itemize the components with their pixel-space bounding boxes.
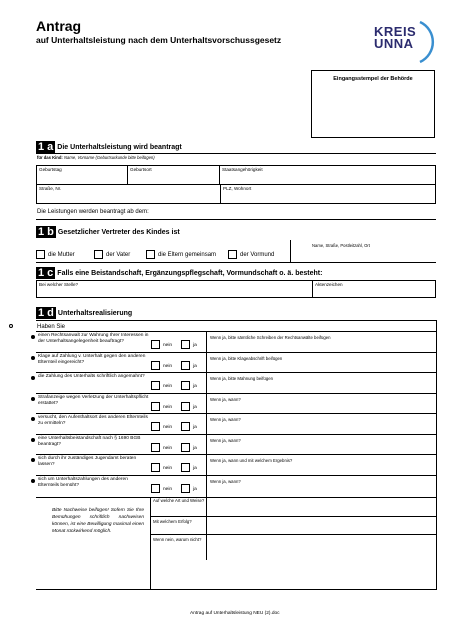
proof-note: Bitte Nachweise beifügen! Sofern Sie Ihre Bemühungen schriftlich nachweisen können, ist eine Bewilligung maximal einen Monat rückwirkend möglich. xyxy=(52,508,144,534)
punch-mark xyxy=(9,324,13,328)
question-note: Wenn ja, wann? xyxy=(210,396,241,402)
kreis-unna-logo xyxy=(372,18,442,66)
question-text: sich durch ihr zuständiges Jugendamt beraten lassen? xyxy=(38,456,137,467)
file-number-label: Aktenzeichen xyxy=(315,282,343,287)
logo-line-2: UNNA xyxy=(374,36,414,51)
section-1b-number: 1 b xyxy=(38,226,54,238)
bullet-icon xyxy=(31,479,35,483)
street-field[interactable] xyxy=(36,184,221,204)
option-mother-label: die Mutter xyxy=(48,252,75,258)
citizenship-field[interactable] xyxy=(219,165,436,185)
question-note-field[interactable] xyxy=(206,475,436,496)
bullet-icon xyxy=(31,438,35,442)
option-mother-checkbox[interactable] xyxy=(36,250,45,259)
form-title: Antrag xyxy=(36,18,82,34)
question-text: sich um Unterhaltszahlungen des anderen Elternteils bemüht? xyxy=(38,476,128,488)
answer-no-label: nein xyxy=(163,343,173,348)
birthdate-field[interactable] xyxy=(36,165,128,185)
section-1c-header xyxy=(36,267,322,279)
section-1a-header xyxy=(36,141,182,153)
bullet-icon xyxy=(31,458,35,462)
answer-yes-label: ja xyxy=(193,425,197,430)
answer-no-checkbox[interactable] xyxy=(151,361,160,370)
office-field[interactable] xyxy=(36,280,313,298)
answer-no-label: nein xyxy=(163,363,173,369)
question-note-field[interactable] xyxy=(206,352,436,373)
option-guardian-label: der Vormund xyxy=(240,252,275,258)
citizenship-label: Staatsangehörigkeit xyxy=(222,167,263,172)
answer-yes-checkbox[interactable] xyxy=(181,381,190,390)
answer-yes-label: ja xyxy=(193,404,197,410)
question-text: eine Unterhaltsbeistandschaft nach § 1690 BGB beantragt? xyxy=(38,435,141,447)
option-father-label: der Vater xyxy=(106,252,131,258)
answer-no-checkbox[interactable] xyxy=(151,463,160,472)
section-1b-title: Gesetzlicher Vertreter des Kindes ist xyxy=(57,228,180,236)
answer-no-checkbox[interactable] xyxy=(151,422,160,431)
answer-yes-checkbox[interactable] xyxy=(181,340,190,349)
answer-yes-checkbox[interactable] xyxy=(181,402,190,411)
section-1a-title: Die Unterhaltsleistung wird beantragt xyxy=(57,143,182,151)
stamp-label: Eingangsstempel der Behörde xyxy=(333,76,413,82)
question-note: Wenn ja, wann? xyxy=(210,478,241,484)
answer-yes-checkbox[interactable] xyxy=(181,484,190,493)
question-text: die Zahlung des Unterhalts schriftlich angemahnt? xyxy=(38,374,145,379)
bullet-icon xyxy=(31,397,35,401)
answer-yes-checkbox[interactable] xyxy=(181,463,190,472)
proof-note-box xyxy=(36,497,151,590)
question-text: Klage auf Zahlung v. Unterhalt gegen den anderen Elternteil eingereicht? xyxy=(38,353,146,365)
question-text: Strafanzeige wegen Verletzung der Unterhaltspflicht erstattet? xyxy=(38,394,149,406)
question-note: Wenn ja, wann? xyxy=(210,437,241,443)
question-note-field[interactable] xyxy=(206,372,436,393)
birthplace-field[interactable] xyxy=(127,165,220,185)
why-not-field[interactable] xyxy=(151,535,436,590)
answer-no-label: nein xyxy=(163,466,173,471)
representative-divider xyxy=(290,240,291,262)
logo-line-1: KREIS xyxy=(374,24,417,39)
question-note-field[interactable] xyxy=(206,434,436,455)
question-note-field[interactable] xyxy=(206,413,436,434)
why-not-label: Wenn nein, warum nicht? xyxy=(153,537,202,542)
how-field[interactable] xyxy=(151,497,436,517)
answer-yes-checkbox[interactable] xyxy=(181,361,190,370)
section-1d-number: 1 d xyxy=(38,307,54,319)
answer-yes-label: ja xyxy=(193,343,197,348)
question-note-field[interactable] xyxy=(206,331,436,352)
option-both-parents-label: die Eltern gemeinsam xyxy=(158,252,217,258)
question-note-field[interactable] xyxy=(206,454,436,475)
zip-city-label: PLZ, Wohnort xyxy=(223,186,252,191)
bullet-icon xyxy=(31,376,35,380)
answer-yes-checkbox[interactable] xyxy=(181,443,190,452)
office-label: Bei welcher Stelle? xyxy=(39,282,79,287)
answer-yes-label: ja xyxy=(193,445,197,451)
answer-no-label: nein xyxy=(163,486,173,492)
question-note: Wenn ja, wann? xyxy=(210,417,241,422)
bullet-icon xyxy=(31,335,35,339)
section-1b-header xyxy=(36,226,180,238)
file-number-field[interactable] xyxy=(312,280,436,298)
question-text: versucht, den Aufenthaltsort des anderen Elternteils zu ermitteln? xyxy=(38,415,148,426)
answer-yes-checkbox[interactable] xyxy=(181,422,190,431)
question-note-field[interactable] xyxy=(206,393,436,414)
bullet-icon xyxy=(31,417,35,421)
section-1d-rule xyxy=(36,320,436,321)
question-note: Wenn ja, wann und mit welchem Ergebnis? xyxy=(210,458,293,463)
stamp-box xyxy=(311,70,435,138)
how-label: Auf welche Art und Weise? xyxy=(153,498,205,503)
section-1a-number: 1 a xyxy=(38,141,54,153)
street-label: Straße, Nr. xyxy=(39,186,62,191)
have-you-label: Haben Sie xyxy=(37,324,66,330)
child-name-field[interactable] xyxy=(36,153,436,165)
form-subtitle: auf Unterhaltsleistung nach dem Unterhaltsvorschussgesetz xyxy=(36,35,282,45)
birthplace-label: Geburtsort xyxy=(130,167,152,172)
birthdate-label: Geburtstag xyxy=(39,167,62,172)
section-1c-title: Falls eine Beistandschaft, Ergänzungspflegschaft, Vormundschaft o. ä. besteht: xyxy=(57,269,323,277)
answer-no-checkbox[interactable] xyxy=(151,443,160,452)
question-note: Wenn ja, bitte Klageabschrift beifügen xyxy=(210,355,283,361)
answer-yes-label: ja xyxy=(193,486,197,492)
option-father-checkbox[interactable] xyxy=(94,250,103,259)
section-1c-number: 1 c xyxy=(38,267,54,279)
representative-address-label: Name, Straße, Postleitzahl, Ort xyxy=(312,243,370,248)
section-1d-header xyxy=(36,307,132,319)
footer-filename: Antrag auf Unterhaltsleistung NEU (2).doc xyxy=(190,611,280,616)
answer-no-label: nein xyxy=(163,404,173,410)
answer-no-label: nein xyxy=(163,425,173,430)
result-field[interactable] xyxy=(151,517,436,535)
answer-no-checkbox[interactable] xyxy=(151,484,160,493)
granted-from-label: Die Leistungen werden beantragt ab dem: xyxy=(37,209,149,215)
question-note: Wenn ja, bitte sämtliche Schreiben der Rechtsanwälte beifügen xyxy=(210,335,331,340)
result-label: Mit welchem Erfolg? xyxy=(153,519,192,524)
option-guardian-checkbox[interactable] xyxy=(228,250,237,259)
zip-city-field[interactable] xyxy=(220,184,436,204)
section-1d-right-border xyxy=(436,320,437,590)
answer-yes-label: ja xyxy=(193,466,197,471)
question-text: einen Rechtsanwalt zur Wahrung Ihrer Interessen in der Unterhaltsangelegenheit beauftragt? xyxy=(38,333,149,344)
bullet-icon xyxy=(31,356,35,360)
answer-no-checkbox[interactable] xyxy=(151,340,160,349)
answer-yes-label: ja xyxy=(193,363,197,369)
granted-from-field[interactable] xyxy=(36,206,436,220)
answer-no-checkbox[interactable] xyxy=(151,402,160,411)
answer-no-checkbox[interactable] xyxy=(151,381,160,390)
section-1d-title: Unterhaltsrealisierung xyxy=(57,309,133,317)
answer-yes-label: ja xyxy=(193,384,197,389)
child-label: für das Kind: xyxy=(37,155,63,160)
section-1b-rule xyxy=(36,262,436,263)
answer-no-label: nein xyxy=(163,445,173,451)
child-hint: Name, Vorname (Geburtsurkunde bitte beifügen) xyxy=(64,155,155,160)
question-note: Wenn ja, bitte Mahnung beifügen xyxy=(210,376,273,381)
answer-no-label: nein xyxy=(163,384,173,389)
option-both-parents-checkbox[interactable] xyxy=(146,250,155,259)
